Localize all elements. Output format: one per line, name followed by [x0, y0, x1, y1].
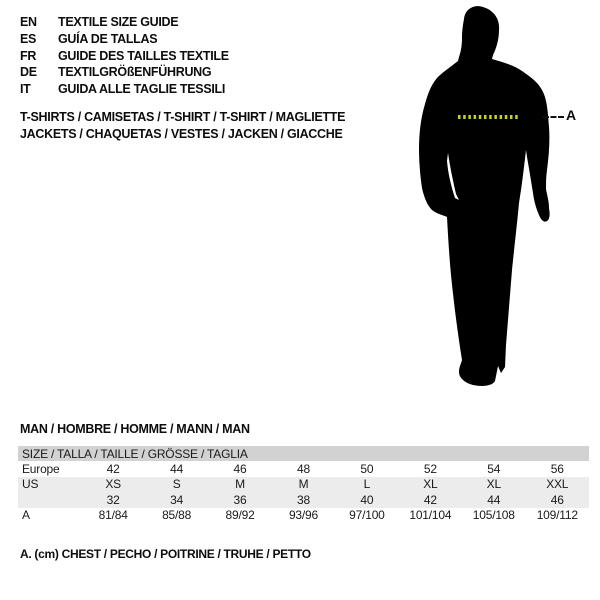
- table-cell: 48: [296, 461, 310, 476]
- language-text: TEXTILE SIZE GUIDE: [58, 15, 179, 29]
- table-cell: 89/92: [225, 508, 255, 523]
- language-code: EN: [20, 15, 37, 29]
- measure-pointer-dash: [543, 116, 564, 118]
- table-cell: 44: [170, 461, 184, 476]
- table-cell: 56: [550, 461, 564, 476]
- table-row-chest-cm: [18, 508, 589, 524]
- language-text: GUIDE DES TAILLES TEXTILE: [58, 48, 229, 63]
- measure-a-label: A: [566, 107, 577, 123]
- language-code: DE: [20, 65, 37, 80]
- table-cell: 34: [145, 492, 208, 508]
- jackets-title: JACKETS / CHAQUETAS / VESTES / JACKEN / GIACCHE: [20, 127, 343, 141]
- language-code: IT: [20, 82, 31, 97]
- table-cell: 46: [526, 492, 590, 508]
- table-cell: 101/104: [409, 508, 452, 523]
- language-row: [20, 64, 229, 81]
- language-text: GUIDA ALLE TAGLIE TESSILI: [58, 82, 226, 97]
- table-cell: 52: [423, 461, 437, 476]
- table-cell: 32: [81, 492, 144, 508]
- size-table-header-row: [18, 446, 589, 461]
- table-cell: M: [272, 477, 335, 493]
- language-code: ES: [20, 31, 37, 46]
- row-label: A: [22, 508, 30, 523]
- row-label: [18, 492, 81, 508]
- man-body-shape: [419, 6, 550, 386]
- language-list: [20, 14, 229, 98]
- table-cell: 42: [106, 461, 120, 476]
- table-cell: 46: [233, 461, 247, 476]
- table-cell: 97/100: [349, 508, 385, 523]
- table-row-europe: [18, 461, 589, 477]
- table-cell: 85/88: [162, 508, 192, 523]
- table-cell: 109/112: [536, 508, 578, 523]
- table-cell: 81/84: [98, 508, 128, 523]
- table-row-us-numeric: [18, 492, 589, 508]
- language-row: [20, 81, 229, 98]
- language-text: GUÍA DE TALLAS: [58, 31, 158, 46]
- row-label: Europe: [22, 461, 60, 476]
- table-cell: 42: [399, 492, 462, 508]
- table-cell: XL: [462, 477, 525, 493]
- table-cell: XXL: [526, 477, 590, 493]
- table-cell: 93/96: [288, 508, 318, 523]
- language-row: [20, 14, 229, 31]
- table-cell: XS: [81, 477, 144, 493]
- size-table: [18, 446, 589, 523]
- table-cell: S: [145, 477, 208, 493]
- table-cell: L: [335, 477, 398, 493]
- man-silhouette-svg: [415, 5, 565, 395]
- table-cell: 54: [487, 461, 501, 476]
- table-cell: 40: [335, 492, 398, 508]
- language-text: TEXTILGRÖßENFÜHRUNG: [58, 65, 212, 80]
- section-title-man: MAN / HOMBRE / HOMME / MANN / MAN: [20, 422, 250, 436]
- language-row: [20, 31, 229, 48]
- row-label: US: [18, 477, 81, 493]
- man-silhouette: [415, 5, 565, 395]
- table-cell: XL: [399, 477, 462, 493]
- table-cell: 38: [272, 492, 335, 508]
- language-code: FR: [20, 48, 37, 63]
- language-row: [20, 48, 229, 65]
- tshirts-title: T-SHIRTS / CAMISETAS / T-SHIRT / T-SHIRT / MAGLIETTE: [20, 110, 346, 124]
- table-cell: 36: [208, 492, 271, 508]
- table-cell: 50: [360, 461, 374, 476]
- size-table-header: SIZE / TALLA / TAILLE / GRÖSSE / TAGLIA: [18, 446, 589, 461]
- product-category-titles: [20, 109, 345, 143]
- table-cell: M: [208, 477, 271, 493]
- measurement-footnote: A. (cm) CHEST / PECHO / POITRINE / TRUHE / PETTO: [20, 547, 311, 561]
- table-cell: 44: [462, 492, 525, 508]
- table-row-us: [18, 477, 589, 493]
- table-cell: 105/108: [472, 508, 515, 523]
